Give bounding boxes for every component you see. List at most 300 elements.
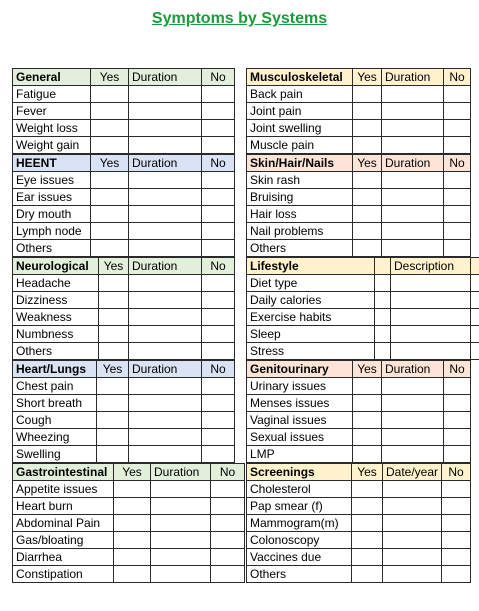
symptom-label: Gas/bloating — [13, 532, 114, 549]
entry-cell[interactable] — [129, 120, 202, 137]
table-row — [13, 275, 235, 292]
entry-cell[interactable] — [382, 103, 444, 120]
entry-cell[interactable] — [382, 86, 444, 103]
entry-cell[interactable] — [202, 86, 235, 103]
symptom-label: Swelling — [13, 446, 97, 463]
table-row — [247, 549, 471, 566]
gu-header-row — [247, 361, 471, 378]
lifestyle-table — [246, 257, 479, 360]
entry-cell[interactable] — [382, 172, 444, 189]
entry-cell[interactable] — [202, 378, 235, 395]
entry-cell[interactable] — [391, 343, 471, 360]
symptom-label: Weakness — [13, 309, 99, 326]
table-row — [247, 446, 471, 463]
entry-cell[interactable] — [444, 395, 471, 412]
entry-cell[interactable] — [375, 275, 391, 292]
entry-cell[interactable] — [352, 498, 383, 515]
symptom-label: Others — [13, 343, 99, 360]
symptom-label: Wheezing — [13, 429, 97, 446]
symptom-label: Skin rash — [247, 172, 353, 189]
gi-header-row — [13, 464, 245, 481]
table-row — [247, 378, 471, 395]
entry-cell[interactable] — [91, 120, 129, 137]
table-row — [247, 309, 479, 326]
heart-header-row — [13, 361, 235, 378]
entry-cell[interactable] — [382, 240, 444, 257]
column-header: No — [202, 361, 235, 378]
column-header: No — [444, 155, 471, 172]
column-header: Yes — [353, 361, 382, 378]
entry-cell[interactable] — [129, 137, 202, 154]
entry-cell[interactable] — [382, 446, 444, 463]
entry-cell[interactable] — [151, 498, 211, 515]
entry-cell[interactable] — [353, 189, 382, 206]
entry-cell[interactable] — [211, 566, 245, 583]
symptom-label: Dizziness — [13, 292, 99, 309]
entry-cell[interactable] — [383, 481, 442, 498]
table-row — [247, 343, 479, 360]
symptom-label: Constipation — [13, 566, 114, 583]
entry-cell[interactable] — [202, 412, 235, 429]
entry-cell[interactable] — [444, 172, 471, 189]
entry-cell[interactable] — [202, 326, 235, 343]
table-row — [247, 326, 479, 343]
entry-cell[interactable] — [129, 223, 202, 240]
table-row — [13, 515, 245, 532]
symptom-label: Mammogram(m) — [247, 515, 352, 532]
symptom-label: Stress — [247, 343, 375, 360]
symptom-label: Sleep — [247, 326, 375, 343]
entry-cell[interactable] — [129, 292, 202, 309]
entry-cell[interactable] — [211, 515, 245, 532]
entry-cell[interactable] — [202, 206, 235, 223]
table-row — [247, 137, 471, 154]
entry-cell[interactable] — [375, 309, 391, 326]
entry-cell[interactable] — [91, 86, 129, 103]
table-row — [247, 120, 471, 137]
entry-cell[interactable] — [382, 429, 444, 446]
entry-cell[interactable] — [442, 498, 471, 515]
entry-cell[interactable] — [99, 343, 129, 360]
entry-cell[interactable] — [442, 549, 471, 566]
symptom-label: Diarrhea — [13, 549, 114, 566]
entry-cell[interactable] — [383, 498, 442, 515]
life-header-row — [247, 258, 479, 275]
table-row — [247, 223, 471, 240]
entry-cell[interactable] — [471, 292, 479, 309]
entry-cell[interactable] — [382, 120, 444, 137]
entry-cell[interactable] — [129, 395, 202, 412]
msk-header-row — [247, 69, 471, 86]
entry-cell[interactable] — [382, 223, 444, 240]
entry-cell[interactable] — [129, 378, 202, 395]
symptom-label: Lymph node — [13, 223, 91, 240]
entry-cell[interactable] — [442, 515, 471, 532]
entry-cell[interactable] — [471, 275, 479, 292]
table-row — [13, 481, 245, 498]
section-heading: HEENT — [13, 155, 91, 172]
table-row — [13, 498, 245, 515]
entry-cell[interactable] — [353, 86, 382, 103]
entry-cell[interactable] — [91, 172, 129, 189]
entry-cell[interactable] — [91, 240, 129, 257]
entry-cell[interactable] — [444, 120, 471, 137]
entry-cell[interactable] — [382, 378, 444, 395]
entry-cell[interactable] — [375, 326, 391, 343]
skin-hair-nails-table — [246, 154, 471, 257]
symptom-label: Cholesterol — [247, 481, 352, 498]
table-row — [13, 172, 235, 189]
entry-cell[interactable] — [97, 395, 129, 412]
column-header: Duration — [129, 69, 202, 86]
entry-cell[interactable] — [444, 206, 471, 223]
table-row — [13, 137, 235, 154]
entry-cell[interactable] — [202, 275, 235, 292]
entry-cell[interactable] — [202, 343, 235, 360]
entry-cell[interactable] — [91, 189, 129, 206]
entry-cell[interactable] — [91, 223, 129, 240]
entry-cell[interactable] — [91, 103, 129, 120]
entry-cell[interactable] — [353, 240, 382, 257]
entry-cell[interactable] — [353, 172, 382, 189]
column-header: Yes — [114, 464, 151, 481]
entry-cell[interactable] — [202, 172, 235, 189]
section-heading: Musculoskeletal — [247, 69, 353, 86]
table-row — [247, 103, 471, 120]
musculoskeletal-table — [246, 68, 471, 154]
heent-header-row — [13, 155, 235, 172]
entry-cell[interactable] — [97, 378, 129, 395]
entry-cell[interactable] — [383, 515, 442, 532]
page-title: Symptoms by Systems — [151, 10, 328, 27]
symptom-label: Weight loss — [13, 120, 91, 137]
entry-cell[interactable] — [151, 566, 211, 583]
entry-cell[interactable] — [375, 292, 391, 309]
scr-header-row — [247, 464, 471, 481]
entry-cell[interactable] — [353, 395, 382, 412]
entry-cell[interactable] — [202, 223, 235, 240]
entry-cell[interactable] — [352, 515, 383, 532]
symptom-label: Joint pain — [247, 103, 353, 120]
entry-cell[interactable] — [442, 566, 471, 583]
entry-cell[interactable] — [352, 532, 383, 549]
column-header: No — [211, 464, 245, 481]
entry-cell[interactable] — [383, 532, 442, 549]
section-heading: Skin/Hair/Nails — [247, 155, 353, 172]
table-row — [247, 86, 471, 103]
symptom-label: Nail problems — [247, 223, 353, 240]
entry-cell[interactable] — [202, 189, 235, 206]
entry-cell[interactable] — [211, 481, 245, 498]
entry-cell[interactable] — [444, 189, 471, 206]
symptom-label: Others — [247, 566, 352, 583]
symptom-label: Numbness — [13, 326, 99, 343]
table-row — [247, 566, 471, 583]
entry-cell[interactable] — [442, 481, 471, 498]
symptom-label: Fatigue — [13, 86, 91, 103]
entry-cell[interactable] — [129, 206, 202, 223]
column-header — [375, 258, 391, 275]
table-row — [13, 395, 235, 412]
entry-cell[interactable] — [444, 412, 471, 429]
symptom-label: Bruising — [247, 189, 353, 206]
heart-lungs-table — [12, 360, 235, 463]
entry-cell[interactable] — [129, 309, 202, 326]
entry-cell[interactable] — [129, 412, 202, 429]
entry-cell[interactable] — [202, 429, 235, 446]
section-heading: Screenings — [247, 464, 352, 481]
symptom-label: Back pain — [247, 86, 353, 103]
entry-cell[interactable] — [129, 189, 202, 206]
symptom-label: Vaccines due — [247, 549, 352, 566]
column-header: No — [202, 155, 235, 172]
table-row — [247, 412, 471, 429]
entry-cell[interactable] — [211, 549, 245, 566]
entry-cell[interactable] — [129, 343, 202, 360]
column-header: Yes — [91, 69, 129, 86]
entry-cell[interactable] — [391, 275, 471, 292]
column-header: Duration — [382, 155, 444, 172]
entry-cell[interactable] — [129, 446, 202, 463]
entry-cell[interactable] — [202, 309, 235, 326]
entry-cell[interactable] — [97, 446, 129, 463]
entry-cell[interactable] — [151, 515, 211, 532]
entry-cell[interactable] — [211, 498, 245, 515]
column-header: Date/year — [383, 464, 442, 481]
symptom-label: Dry mouth — [13, 206, 91, 223]
table-row — [247, 498, 471, 515]
entry-cell[interactable] — [383, 549, 442, 566]
entry-cell[interactable] — [391, 292, 471, 309]
entry-cell[interactable] — [444, 223, 471, 240]
entry-cell[interactable] — [353, 137, 382, 154]
table-row — [13, 103, 235, 120]
table-row — [247, 275, 479, 292]
symptom-label: Short breath — [13, 395, 97, 412]
column-header: No — [202, 69, 235, 86]
skin-header-row — [247, 155, 471, 172]
symptom-label: Chest pain — [13, 378, 97, 395]
symptom-label: Daily calories — [247, 292, 375, 309]
entry-cell[interactable] — [382, 189, 444, 206]
entry-cell[interactable] — [382, 412, 444, 429]
entry-cell[interactable] — [202, 120, 235, 137]
symptom-label: Eye issues — [13, 172, 91, 189]
entry-cell[interactable] — [114, 532, 151, 549]
entry-cell[interactable] — [99, 292, 129, 309]
entry-cell[interactable] — [444, 446, 471, 463]
symptom-label: LMP — [247, 446, 353, 463]
entry-cell[interactable] — [114, 498, 151, 515]
entry-cell[interactable] — [471, 309, 479, 326]
table-row — [247, 515, 471, 532]
entry-cell[interactable] — [391, 309, 471, 326]
table-row — [247, 532, 471, 549]
symptom-label: Weight gain — [13, 137, 91, 154]
table-row — [13, 326, 235, 343]
neuro-header-row — [13, 258, 235, 275]
table-row — [13, 292, 235, 309]
entry-cell[interactable] — [353, 206, 382, 223]
general-header-row — [13, 69, 235, 86]
entry-cell[interactable] — [99, 326, 129, 343]
symptom-label: Diet type — [247, 275, 375, 292]
entry-cell[interactable] — [353, 412, 382, 429]
entry-cell[interactable] — [202, 240, 235, 257]
entry-cell[interactable] — [151, 481, 211, 498]
section-heading: Neurological — [13, 258, 99, 275]
table-row — [13, 343, 235, 360]
entry-cell[interactable] — [382, 137, 444, 154]
entry-cell[interactable] — [129, 86, 202, 103]
symptom-label: Hair loss — [247, 206, 353, 223]
column-header: Duration — [382, 69, 444, 86]
column-header: Yes — [353, 69, 382, 86]
entry-cell[interactable] — [352, 481, 383, 498]
entry-cell[interactable] — [129, 429, 202, 446]
entry-cell[interactable] — [114, 515, 151, 532]
column-header: Duration — [151, 464, 211, 481]
column-header: Description — [391, 258, 471, 275]
entry-cell[interactable] — [471, 326, 479, 343]
entry-cell[interactable] — [375, 343, 391, 360]
entry-cell[interactable] — [202, 446, 235, 463]
symptom-label: Vaginal issues — [247, 412, 353, 429]
symptom-label: Colonoscopy — [247, 532, 352, 549]
symptom-label: Headache — [13, 275, 99, 292]
table-row — [247, 206, 471, 223]
table-row — [13, 309, 235, 326]
entry-cell[interactable] — [382, 206, 444, 223]
symptom-label: Muscle pain — [247, 137, 353, 154]
table-row — [13, 189, 235, 206]
entry-cell[interactable] — [353, 103, 382, 120]
table-row — [247, 189, 471, 206]
entry-cell[interactable] — [202, 103, 235, 120]
entry-cell[interactable] — [202, 292, 235, 309]
section-heading: Lifestyle — [247, 258, 375, 275]
section-heading: Gastrointestinal — [13, 464, 114, 481]
section-heading: Heart/Lungs — [13, 361, 97, 378]
entry-cell[interactable] — [444, 240, 471, 257]
entry-cell[interactable] — [352, 566, 383, 583]
entry-cell[interactable] — [391, 326, 471, 343]
table-row — [247, 172, 471, 189]
table-row — [247, 240, 471, 257]
heent-table — [12, 154, 235, 257]
table-row — [13, 566, 245, 583]
column-header: Duration — [129, 361, 202, 378]
entry-cell[interactable] — [129, 103, 202, 120]
entry-cell[interactable] — [91, 206, 129, 223]
entry-cell[interactable] — [99, 309, 129, 326]
column-header: Yes — [352, 464, 383, 481]
entry-cell[interactable] — [202, 137, 235, 154]
entry-cell[interactable] — [352, 549, 383, 566]
gastrointestinal-table — [12, 463, 245, 583]
symptom-label: Fever — [13, 103, 91, 120]
column-header: No — [444, 69, 471, 86]
entry-cell[interactable] — [129, 240, 202, 257]
symptom-label: Appetite issues — [13, 481, 114, 498]
entry-cell[interactable] — [97, 412, 129, 429]
table-row — [13, 378, 235, 395]
symptom-label: Sexual issues — [247, 429, 353, 446]
symptom-label: Cough — [13, 412, 97, 429]
entry-cell[interactable] — [353, 378, 382, 395]
entry-cell[interactable] — [382, 395, 444, 412]
entry-cell[interactable] — [129, 275, 202, 292]
column-header: Duration — [129, 155, 202, 172]
column-header: Yes — [91, 155, 129, 172]
entry-cell[interactable] — [353, 223, 382, 240]
table-row — [247, 481, 471, 498]
column-header: Yes — [353, 155, 382, 172]
entry-cell[interactable] — [114, 549, 151, 566]
column-header: Duration — [382, 361, 444, 378]
entry-cell[interactable] — [471, 343, 479, 360]
entry-cell[interactable] — [151, 532, 211, 549]
entry-cell[interactable] — [444, 86, 471, 103]
symptom-label: Joint swelling — [247, 120, 353, 137]
symptom-label: Heart burn — [13, 498, 114, 515]
symptom-label: Menses issues — [247, 395, 353, 412]
screenings-table — [246, 463, 471, 583]
section-heading: Genitourinary — [247, 361, 353, 378]
entry-cell[interactable] — [114, 481, 151, 498]
table-row — [247, 395, 471, 412]
entry-cell[interactable] — [383, 566, 442, 583]
table-row — [247, 292, 479, 309]
section-heading: General — [13, 69, 91, 86]
entry-cell[interactable] — [129, 326, 202, 343]
table-row — [13, 446, 235, 463]
table-row — [13, 120, 235, 137]
table-row — [247, 429, 471, 446]
entry-cell[interactable] — [353, 446, 382, 463]
genitourinary-table — [246, 360, 471, 463]
entry-cell[interactable] — [353, 429, 382, 446]
entry-cell[interactable] — [444, 378, 471, 395]
entry-cell[interactable] — [202, 395, 235, 412]
entry-cell[interactable] — [97, 429, 129, 446]
table-row — [13, 223, 235, 240]
entry-cell[interactable] — [129, 172, 202, 189]
entry-cell[interactable] — [444, 429, 471, 446]
column-header: No — [444, 361, 471, 378]
table-row — [13, 86, 235, 103]
entry-cell[interactable] — [211, 532, 245, 549]
table-row — [13, 429, 235, 446]
entry-cell[interactable] — [114, 566, 151, 583]
entry-cell[interactable] — [442, 532, 471, 549]
entry-cell[interactable] — [99, 275, 129, 292]
entry-cell[interactable] — [353, 120, 382, 137]
table-row — [13, 240, 235, 257]
symptom-label: Ear issues — [13, 189, 91, 206]
neurological-table — [12, 257, 235, 360]
symptom-label: Pap smear (f) — [247, 498, 352, 515]
column-header: No — [442, 464, 471, 481]
entry-cell[interactable] — [91, 137, 129, 154]
table-row — [13, 206, 235, 223]
table-row — [13, 549, 245, 566]
entry-cell[interactable] — [444, 137, 471, 154]
entry-cell[interactable] — [444, 103, 471, 120]
symptom-label: Abdominal Pain — [13, 515, 114, 532]
column-header: No — [202, 258, 235, 275]
entry-cell[interactable] — [151, 549, 211, 566]
